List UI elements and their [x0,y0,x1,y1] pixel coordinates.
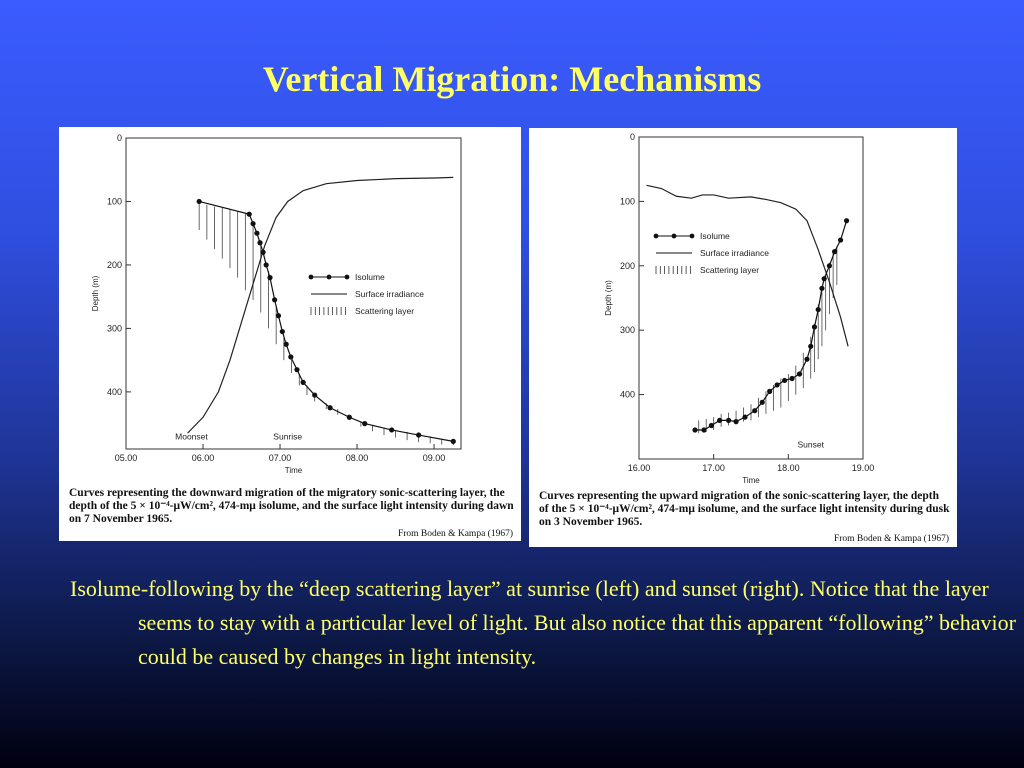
isolume-point [733,419,738,424]
isolume-point [717,418,722,423]
y-tick-label: 0 [116,133,122,143]
slide-title: Vertical Migration: Mechanisms [262,59,762,99]
isolume-point [264,262,269,267]
isolume-point [257,240,262,245]
isolume-point [284,342,289,347]
legend-label: Scattering layer [355,306,415,316]
isolume-point [276,313,281,318]
figure-panel-sunrise [59,127,521,541]
isolume-point [294,367,299,372]
isolume-point [254,231,259,236]
isolume-point [701,427,706,432]
isolume-point [752,408,757,413]
y-tick-label: 200 [106,259,122,270]
isolume-point [819,286,824,291]
isolume-point [782,378,787,383]
isolume-point [327,405,332,410]
isolume-point [775,382,780,387]
y-tick-label: 400 [619,389,635,400]
legend-isolume-dot [690,234,695,239]
legend-label: Scattering layer [700,265,760,275]
isolume-point [389,427,394,432]
legend-label: Surface irradiance [355,289,424,299]
figure-caption-sunset: Curves representing the upward migration of the sonic-scattering layer, the depth of the 5 × 10⁻⁴-μW/cm², 474-mμ isolume, and the surface light intensity during dusk on 3 November 1965. [539,490,950,528]
isolume-point [260,250,265,255]
x-tick-label: 09.00 [422,453,446,463]
x-tick-label: 18.00 [777,463,800,473]
isolume-point [280,329,285,334]
isolume-point [838,237,843,242]
annotation-label: Sunrise [273,431,303,442]
legend-label: Surface irradiance [700,248,769,258]
isolume-point [797,371,802,376]
x-tick-label: 16.00 [627,463,651,473]
isolume-point [789,376,794,381]
isolume-point [760,400,765,405]
isolume-point [301,380,306,385]
legend-isolume-dot [345,275,350,280]
isolume-point [347,415,352,420]
isolume-point [742,415,747,420]
x-tick-label: 08.00 [345,453,369,463]
isolume-point [709,423,714,428]
isolume-point [822,276,827,281]
isolume-point [804,357,809,362]
legend-isolume-dot [654,234,659,239]
y-axis-label: Depth (m) [604,280,613,316]
y-tick-label: 400 [106,386,122,397]
isolume-point [812,324,817,329]
annotation-label: Sunset [797,439,824,450]
figure-panel-sunset [529,128,957,547]
isolume-point [362,421,367,426]
legend-isolume-dot [327,275,332,280]
isolume-point [844,218,849,223]
x-tick-label: 19.00 [851,463,875,473]
y-tick-label: 100 [619,196,635,207]
isolume-point [267,275,272,280]
annotation-label: Moonset [175,431,208,442]
chart-sunrise [59,127,521,487]
isolume-point [250,221,255,226]
isolume-point [767,389,772,394]
isolume-point [197,199,202,204]
isolume-point [247,212,252,217]
x-tick-label: 06.00 [191,453,215,463]
legend-label: Isolume [355,272,385,282]
figure-credit-sunrise: From Boden & Kampa (1967) [397,529,513,539]
legend-isolume-dot [672,234,677,239]
isolume-point [272,297,277,302]
x-tick-label: 07.00 [268,453,292,463]
y-tick-label: 0 [629,132,635,142]
chart-sunset [529,128,957,490]
isolume-point [808,344,813,349]
x-tick-label: 17.00 [702,463,725,473]
isolume-point [832,249,837,254]
slide-body-text: Isolume-following by the “deep scattering layer” at sunrise (left) and sunset (right). Notice that the layer seems to stay with a particular level of light. But also notice that this apparent “following” behavior could be caused by changes in light intensity. [70,576,1016,669]
y-tick-label: 300 [619,325,635,336]
figure-caption-sunrise: Curves representing the downward migration of the migratory sonic-scattering layer, the depth of the 5 × 10⁻⁴-μW/cm², 474-mμ isolume, and the surface light intensity during dawn on 7 November 1965. [69,487,514,525]
isolume-point [312,392,317,397]
legend-label: Isolume [700,231,730,241]
y-axis-label: Depth (m) [91,275,100,312]
x-tick-label: 05.00 [114,453,138,463]
y-tick-label: 200 [619,260,635,271]
figure-credit-sunset: From Boden & Kampa (1967) [833,534,949,544]
y-tick-label: 100 [106,196,122,207]
isolume-point [416,432,421,437]
legend-isolume-dot [309,275,314,280]
isolume-point [451,439,456,444]
isolume-point [726,418,731,423]
isolume-point [827,263,832,268]
y-tick-label: 300 [106,323,122,334]
isolume-point [288,354,293,359]
isolume-point [692,427,697,432]
isolume-point [816,307,821,312]
x-axis-label: Time [742,476,760,485]
x-axis-label: Time [284,466,303,475]
